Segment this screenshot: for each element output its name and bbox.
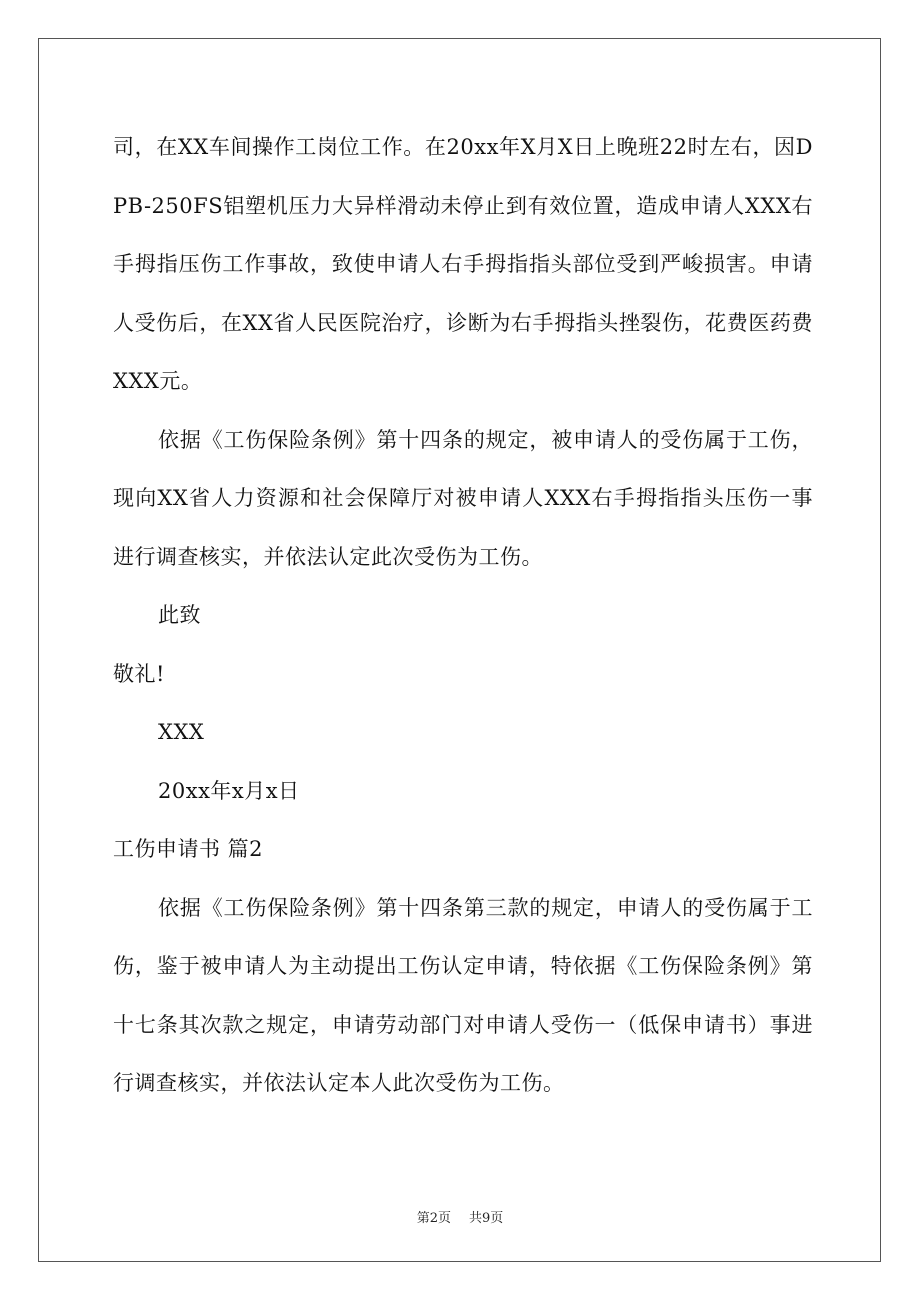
paragraph-accident-details: 司，在XX车间操作工岗位工作。在20xx年X月X日上晚班22时左右，因DPB-250FS铝塑机压力大异样滑动未停止到有效位置，造成申请人XXX右手拇指压伤工作事故，致使申请人右手拇指指头部位受到严峻损害。申请人受伤后，在XX省人民医院治疗，诊断为右手拇指头挫裂伤，花费医药费XXX元。 [113, 135, 813, 393]
page-footer [0, 1207, 920, 1226]
closing-regards: 敬礼! [113, 661, 165, 686]
paragraph-request-first: 依据《工伤保险条例》第十四条的规定，被申请人的受伤属于工伤，现向XX省人力资源和社会保障厅对被申请人XXX右手拇指指头压伤一事进行调查核实，并依法认定此次受伤为工伤。 [113, 427, 813, 569]
closing-salutation: 此致 [158, 603, 201, 627]
signature-name: XXX [158, 720, 205, 744]
document-body [113, 118, 813, 1113]
section-heading: 工伤申请书 篇2 [113, 837, 264, 861]
signature-date: 20xx年x月x日 [158, 778, 300, 803]
page-number-current: 第2页 [416, 1211, 451, 1226]
paragraph-request-second: 依据《工伤保险条例》第十四条第三款的规定，申请人的受伤属于工伤，鉴于被申请人为主动提出工伤认定申请，特依据《工伤保险条例》第十七条其次款之规定，申请劳动部门对申请人受伤一（低保申请书）事进行调查核实，并依法认定本人此次受伤为工伤。 [113, 895, 813, 1095]
page-number-total: 共9页 [469, 1211, 504, 1226]
